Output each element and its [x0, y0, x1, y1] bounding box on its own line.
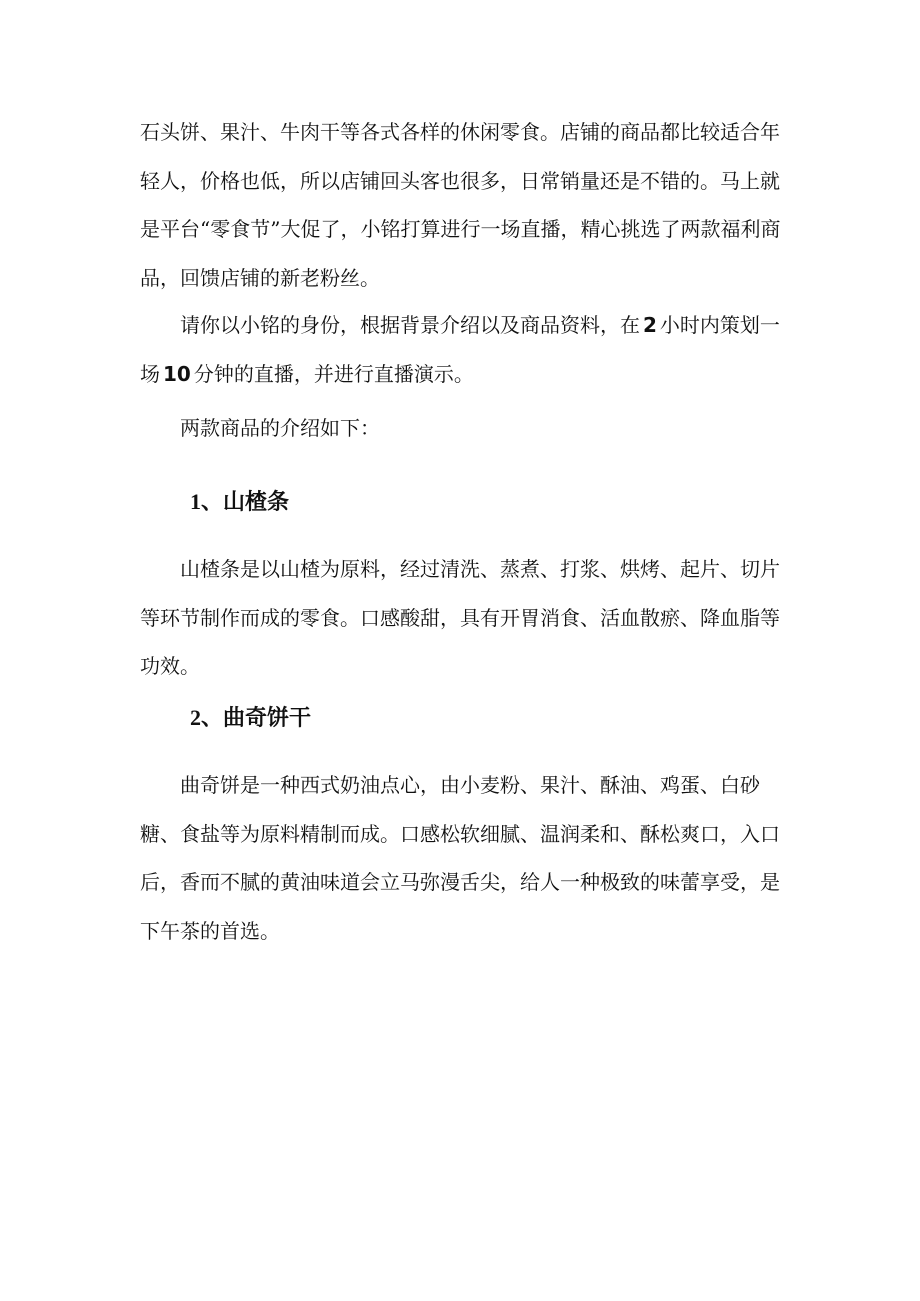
task-minutes: 10 [163, 361, 191, 386]
product-heading-hawthorn [190, 487, 289, 517]
task-paragraph [140, 301, 784, 398]
product-heading-cookie [190, 703, 311, 733]
product-heading-number: 1 [190, 489, 201, 514]
task-hours: 2 [643, 313, 657, 337]
task-text-1: 请你以小铭的身份，根据背景介绍以及商品资料，在 [180, 313, 640, 337]
product-heading-number: 2 [190, 705, 201, 730]
task-text-3: 分钟的直播，并进行直播演示。 [193, 361, 474, 386]
product-heading-title: 、曲奇饼干 [201, 705, 312, 731]
task-text-2: 小时内策划一场 [140, 313, 780, 386]
product-heading-title: 、山楂条 [201, 489, 290, 515]
product-description-cookie: 曲奇饼是一种西式奶油点心，由小麦粉、果汁、酥油、鸡蛋、白砂糖、食盐等为原料精制而成。口感松软细腻、温润柔和、酥松爽口，入口后，香而不腻的黄油味道会立马弥漫舌尖，给人一种极致的味蕾享受，是下午茶的首选。 [140, 773, 780, 943]
product-description-hawthorn: 山楂条是以山楂为原料，经过清洗、蒸煮、打浆、烘烤、起片、切片等环节制作而成的零食。口感酸甜，具有开胃消食、活血散瘀、降血脂等功效。 [140, 557, 780, 678]
intro-paragraph: 石头饼、果汁、牛肉干等各式各样的休闲零食。店铺的商品都比较适合年轻人，价格也低，所以店铺回头客也很多，日常销量还是不错的。马上就是平台“零食节”大促了，小铭打算进行一场直播，精心挑选了两款福利商品，回馈店铺的新老粉丝。 [140, 120, 781, 290]
lead-paragraph: 两款商品的介绍如下： [180, 416, 380, 440]
